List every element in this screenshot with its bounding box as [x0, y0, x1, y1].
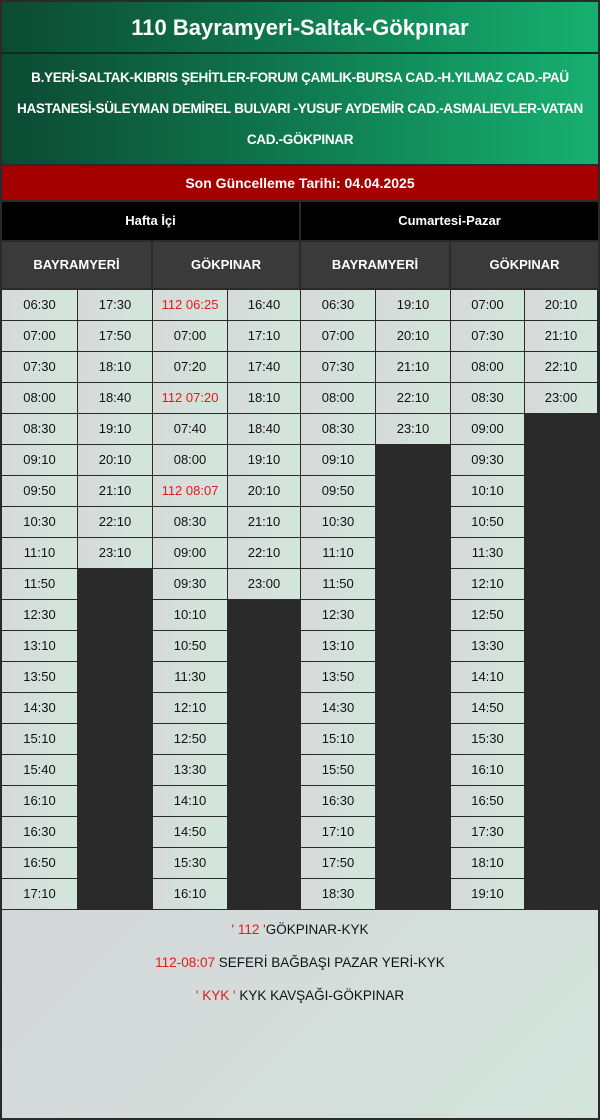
- departure-time-cell: 19:10: [228, 445, 301, 476]
- departure-time-cell: 19:10: [451, 879, 525, 910]
- departure-time-cell: 112 06:25: [153, 290, 228, 321]
- departure-time-cell: 23:10: [376, 414, 451, 445]
- departure-time-cell: 11:50: [2, 569, 78, 600]
- header: [2, 2, 598, 164]
- departure-time-cell: 06:30: [2, 290, 78, 321]
- departure-time-cell: 13:50: [301, 662, 376, 693]
- departure-time-cell: 12:50: [451, 600, 525, 631]
- departure-time-cell: 16:10: [153, 879, 228, 910]
- departure-time-cell: 23:10: [78, 538, 153, 569]
- departure-time-cell: 15:30: [153, 848, 228, 879]
- departure-time-cell: 20:10: [228, 476, 301, 507]
- departure-time-cell: 20:10: [525, 290, 598, 321]
- departure-time-cell: 17:50: [78, 321, 153, 352]
- weekend-gokpinar-header: GÖKPINAR: [451, 242, 598, 288]
- departure-time-cell: 07:00: [301, 321, 376, 352]
- departure-time-cell: 22:10: [525, 352, 598, 383]
- legend-code: ' 112 ': [231, 922, 266, 937]
- departure-time-cell: 17:40: [228, 352, 301, 383]
- departure-time-cell: 18:40: [78, 383, 153, 414]
- departure-time-cell: 19:10: [376, 290, 451, 321]
- legend-text: KYK KAVŞAĞI-GÖKPINAR: [235, 988, 405, 1003]
- departure-time-cell: 08:00: [2, 383, 78, 414]
- route-line: HASTANESİ-SÜLEYMAN DEMİREL BULVARI -YUSUF AYDEMİR CAD.-ASMALIEVLER-VATAN: [17, 101, 583, 116]
- departure-time-cell: 16:10: [2, 786, 78, 817]
- departure-time-cell: 14:10: [153, 786, 228, 817]
- legend-code: 112-08:07: [155, 955, 215, 970]
- route-line: CAD.-GÖKPINAR: [246, 132, 354, 147]
- weekend-gokpinar-col-a: [451, 290, 525, 910]
- departure-time-cell: 17:10: [301, 817, 376, 848]
- departure-time-cell: 22:10: [78, 507, 153, 538]
- departure-time-cell: 18:10: [451, 848, 525, 879]
- departure-time-cell: 06:30: [301, 290, 376, 321]
- departure-time-cell: 08:30: [451, 383, 525, 414]
- departure-time-cell: 10:30: [301, 507, 376, 538]
- departure-time-cell: 13:30: [451, 631, 525, 662]
- departure-time-cell: 11:30: [451, 538, 525, 569]
- departure-time-cell: 07:30: [2, 352, 78, 383]
- legend-text: GÖKPINAR-KYK: [265, 922, 369, 937]
- weekday-bayramyeri-col-b: [78, 290, 153, 569]
- departure-time-cell: 10:50: [153, 631, 228, 662]
- departure-time-cell: 14:10: [451, 662, 525, 693]
- departure-time-cell: 21:10: [78, 476, 153, 507]
- legend-text: SEFERİ BAĞBAŞI PAZAR YERİ-KYK: [214, 955, 445, 970]
- weekday-bayramyeri-col-a: [2, 290, 78, 910]
- departure-time-cell: 09:50: [2, 476, 78, 507]
- departure-time-cell: 13:50: [2, 662, 78, 693]
- weekday-gokpinar-header: GÖKPINAR: [153, 242, 299, 288]
- weekend-gokpinar-col-b: [525, 290, 598, 414]
- departure-time-cell: 07:00: [451, 290, 525, 321]
- departure-time-cell: 112 07:20: [153, 383, 228, 414]
- departure-time-cell: 14:50: [451, 693, 525, 724]
- departure-time-cell: 23:00: [228, 569, 301, 600]
- departure-time-cell: 17:10: [2, 879, 78, 910]
- departure-time-cell: 14:30: [2, 693, 78, 724]
- departure-time-cell: 07:30: [301, 352, 376, 383]
- departure-time-cell: 15:10: [301, 724, 376, 755]
- departure-time-cell: 07:20: [153, 352, 228, 383]
- departure-time-cell: 12:10: [451, 569, 525, 600]
- legend: [2, 910, 598, 1118]
- departure-time-cell: 08:30: [301, 414, 376, 445]
- weekday-bayramyeri-header: BAYRAMYERİ: [2, 242, 151, 288]
- departure-time-cell: 11:10: [301, 538, 376, 569]
- legend-line-112: [2, 922, 598, 937]
- departure-time-cell: 14:50: [153, 817, 228, 848]
- weekday-header: Hafta İçi: [2, 202, 299, 240]
- departure-time-cell: 09:50: [301, 476, 376, 507]
- legend-code: ' KYK ': [195, 988, 236, 1003]
- weekend-bayramyeri-col-b: [376, 290, 451, 445]
- legend-line-0807: [2, 955, 598, 970]
- departure-time-cell: 20:10: [78, 445, 153, 476]
- departure-time-cell: 11:30: [153, 662, 228, 693]
- departure-time-cell: 19:10: [78, 414, 153, 445]
- departure-time-cell: 08:00: [301, 383, 376, 414]
- departure-time-cell: 07:30: [451, 321, 525, 352]
- departure-time-cell: 12:10: [153, 693, 228, 724]
- departure-time-cell: 09:30: [451, 445, 525, 476]
- departure-time-cell: 18:30: [301, 879, 376, 910]
- departure-time-cell: 18:40: [228, 414, 301, 445]
- route-description: [12, 62, 588, 155]
- departure-time-cell: 11:10: [2, 538, 78, 569]
- departure-time-cell: 10:10: [451, 476, 525, 507]
- departure-time-cell: 16:30: [2, 817, 78, 848]
- departure-time-cell: 08:00: [153, 445, 228, 476]
- departure-time-cell: 16:50: [451, 786, 525, 817]
- departure-time-cell: 21:10: [376, 352, 451, 383]
- departure-time-cell: 10:10: [153, 600, 228, 631]
- departure-time-cell: 08:00: [451, 352, 525, 383]
- departure-time-cell: 15:10: [2, 724, 78, 755]
- departure-time-cell: 16:10: [451, 755, 525, 786]
- departure-time-cell: 13:10: [301, 631, 376, 662]
- departure-time-cell: 18:10: [228, 383, 301, 414]
- departure-time-cell: 13:10: [2, 631, 78, 662]
- departure-time-cell: 15:40: [2, 755, 78, 786]
- last-update-banner: Son Güncelleme Tarihi: 04.04.2025: [2, 166, 598, 200]
- departure-time-cell: 12:30: [301, 600, 376, 631]
- departure-time-cell: 17:10: [228, 321, 301, 352]
- departure-time-cell: 08:30: [2, 414, 78, 445]
- departure-time-cell: 07:00: [2, 321, 78, 352]
- weekday-gokpinar-col-b: [228, 290, 301, 600]
- weekend-bayramyeri-col-a: [301, 290, 376, 910]
- departure-time-cell: 12:30: [2, 600, 78, 631]
- departure-time-cell: 10:50: [451, 507, 525, 538]
- departure-time-cell: 20:10: [376, 321, 451, 352]
- weekend-bayramyeri-header: BAYRAMYERİ: [301, 242, 449, 288]
- departure-time-cell: 14:30: [301, 693, 376, 724]
- departure-time-cell: 09:10: [301, 445, 376, 476]
- departure-time-cell: 22:10: [228, 538, 301, 569]
- departure-time-cell: 07:00: [153, 321, 228, 352]
- departure-time-cell: 22:10: [376, 383, 451, 414]
- departure-time-cell: 21:10: [525, 321, 598, 352]
- departure-time-cell: 16:40: [228, 290, 301, 321]
- departure-time-cell: 08:30: [153, 507, 228, 538]
- departure-time-cell: 21:10: [228, 507, 301, 538]
- departure-time-cell: 15:50: [301, 755, 376, 786]
- page-title: 110 Bayramyeri-Saltak-Gökpınar: [2, 2, 598, 54]
- departure-time-cell: 09:10: [2, 445, 78, 476]
- departure-time-cell: 13:30: [153, 755, 228, 786]
- departure-time-cell: 112 08:07: [153, 476, 228, 507]
- departure-time-cell: 10:30: [2, 507, 78, 538]
- departure-time-cell: 15:30: [451, 724, 525, 755]
- departure-time-cell: 17:50: [301, 848, 376, 879]
- departure-time-cell: 07:40: [153, 414, 228, 445]
- route-line: B.YERİ-SALTAK-KIBRIS ŞEHİTLER-FORUM ÇAMLIK-BURSA CAD.-H.YILMAZ CAD.-PAÜ: [31, 70, 569, 85]
- departure-time-cell: 11:50: [301, 569, 376, 600]
- departure-time-cell: 09:00: [451, 414, 525, 445]
- departure-time-cell: 12:50: [153, 724, 228, 755]
- weekday-gokpinar-col-a: [153, 290, 228, 910]
- legend-line-kyk: [2, 988, 598, 1003]
- departure-time-cell: 16:30: [301, 786, 376, 817]
- departure-time-cell: 18:10: [78, 352, 153, 383]
- departure-time-cell: 23:00: [525, 383, 598, 414]
- departure-time-cell: 09:30: [153, 569, 228, 600]
- departure-time-cell: 09:00: [153, 538, 228, 569]
- departure-time-cell: 16:50: [2, 848, 78, 879]
- departure-time-cell: 17:30: [78, 290, 153, 321]
- weekend-header: Cumartesi-Pazar: [301, 202, 598, 240]
- departure-time-cell: 17:30: [451, 817, 525, 848]
